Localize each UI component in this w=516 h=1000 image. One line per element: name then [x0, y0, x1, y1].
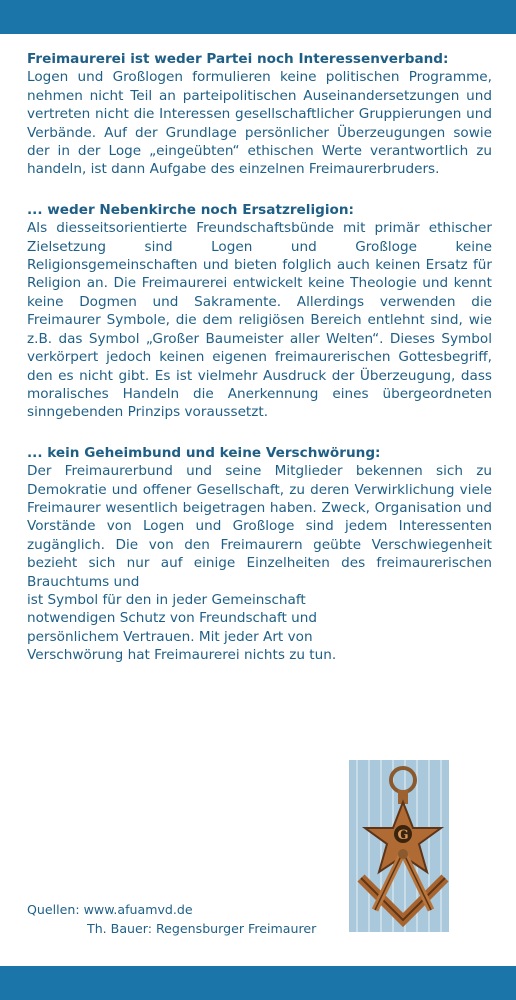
section-secrecy: [27, 444, 492, 665]
section-text: Logen und Großlogen formulieren keine politischen Programme, nehmen nicht Teil an parteipolitischen Auseinandersetzungen und vertreten nicht die Interessen gesellschaftlicher Gruppierungen und Verbände. Auf der Grundlage persönlicher Überzeugungen sowie der in der Loge „eingeübten“ ethischen Werte verantwortlich zu handeln, ist dann Aufgabe des einzelnen Freimaurerbruders.: [27, 69, 492, 178]
source-line-1: Quellen: www.afuamvd.de: [27, 902, 193, 917]
section-heading: ... weder Nebenkirche noch Ersatzreligion:: [27, 201, 354, 218]
section-text: Der Freimaurerbund und seine Mitglieder bekennen sich zu Demokratie und offener Gesellschaft, zu deren Verwirklichung viele Freimaurer wesentlich beigetragen haben. Zweck, Organisation und Vorstände von Logen und Großloge sind jedem Interessenten zugänglich. Die von den Freimaurern geübte Verschwiegenheit bezieht sich nur auf einige Einzelheiten des freimaurerischen Brauchtums und: [27, 463, 492, 590]
masonic-jewel-icon: [343, 760, 461, 932]
section-religion: [27, 201, 492, 422]
section-politics: [27, 50, 492, 179]
top-band: [0, 0, 516, 34]
source-line-2: Th. Bauer: Regensburger Freimaurer: [87, 921, 317, 936]
svg-text:G: G: [397, 828, 409, 843]
section-text: Als diesseitsorientierte Freundschaftsbünde mit primär ethischer Zielsetzung sind Logen und Großloge keine Religionsgemeinschaften und bieten folglich auch keinen Ersatz für Religion an. Die Freimaurerei entwickelt keine Theologie und kennt keine Dogmen und Sakramente. Allerdings verwenden die Freimaurer Symbole, die dem religiösen Bereich entlehnt sind, wie z.B. das Symbol „Großer Baumeister aller Welten“. Dieses Symbol verkörpert jedoch keinen eigenen freimaurerischen Gottesbegriff, den es nicht gibt. Es ist vielmehr Ausdruck der Überzeugung, dass moralisches Handeln die Anerkennung eines übergeordneten sinngebenden Prinzips voraussetzt.: [27, 220, 492, 421]
section-heading: ... kein Geheimbund und keine Verschwörung:: [27, 444, 381, 461]
bottom-band: [0, 966, 516, 1000]
section-text-continued: ist Symbol für den in jeder Gemeinschaft notwendigen Schutz von Freundschaft und persönlichem Vertrauen. Mit jeder Art von Verschwörung hat Freimaurerei nichts zu tun.: [27, 591, 337, 664]
article: [27, 50, 492, 687]
section-heading: Freimaurerei ist weder Partei noch Interessenverband:: [27, 51, 449, 67]
sources: [27, 900, 316, 938]
